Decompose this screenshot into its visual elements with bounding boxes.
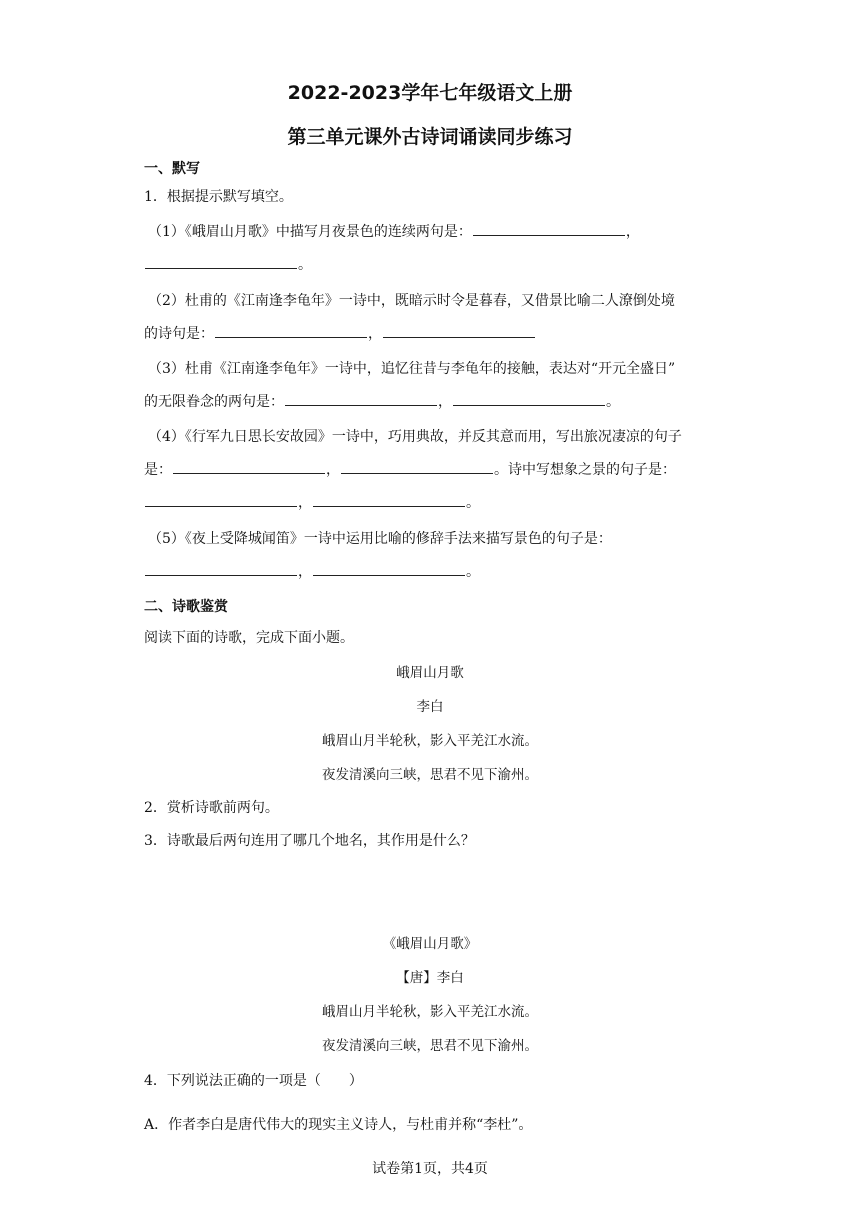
question-1-2-cont [144, 323, 536, 343]
page-footer: 试卷第1页，共4页 [372, 1161, 488, 1177]
poem-line: 夜发清溪向三峡，思君不见下渝州。 [322, 767, 538, 783]
poem-line: 峨眉山月半轮秋，影入平羌江水流。 [322, 1004, 538, 1020]
punctuation: 。 [466, 495, 480, 511]
poem-line: 夜发清溪向三峡，思君不见下渝州。 [322, 1038, 538, 1054]
answer-blank[interactable] [341, 459, 493, 474]
poem-author: 【唐】李白 [396, 970, 464, 986]
reading-intro: 阅读下面的诗歌，完成下面小题。 [144, 630, 354, 646]
punctuation: ， [625, 224, 640, 240]
poem-author: 李白 [416, 699, 444, 715]
answer-blank[interactable] [313, 492, 465, 507]
punctuation: 。 [606, 394, 620, 410]
question-text: （1）《峨眉山月歌》中描写月夜景色的连续两句是： [148, 224, 472, 240]
page-subtitle: 第三单元课外古诗词诵读同步练习 [287, 126, 573, 148]
answer-blank[interactable] [383, 323, 535, 338]
question-text: 是： [144, 462, 172, 478]
answer-blank[interactable] [453, 391, 605, 406]
poem-title: 《峨眉山月歌》 [382, 936, 478, 952]
answer-blank[interactable] [473, 221, 625, 236]
question-1-2: （2）杜甫的《江南逢李龟年》一诗中，既暗示时令是暮春，又借景比喻二人潦倒处境 [148, 293, 675, 309]
punctuation: ， [368, 326, 382, 342]
question-1-1 [148, 221, 640, 241]
answer-blank[interactable] [285, 391, 437, 406]
answer-blank[interactable] [215, 323, 367, 338]
section-heading-poetry: 二、诗歌鉴赏 [144, 599, 228, 615]
question-text: 。诗中写想象之景的句子是： [494, 462, 676, 478]
poem-line: 峨眉山月半轮秋，影入平羌江水流。 [322, 733, 538, 749]
punctuation: 。 [466, 564, 480, 580]
answer-blank[interactable] [173, 459, 325, 474]
question-1-5-cont [144, 561, 480, 581]
question-text: 的诗句是： [144, 326, 214, 342]
question-text: 的无限眷念的两句是： [144, 394, 284, 410]
question-1-1-cont [144, 254, 312, 274]
answer-blank[interactable] [145, 492, 297, 507]
question-4-option-a: A．作者李白是唐代伟大的现实主义诗人，与杜甫并称“李杜”。 [144, 1117, 533, 1133]
question-1-4: （4）《行军九日思长安故园》一诗中，巧用典故，并反其意而用，写出旅况凄凉的句子 [148, 429, 682, 445]
punctuation: ， [298, 564, 312, 580]
question-3: 3．诗歌最后两句连用了哪几个地名，其作用是什么？ [144, 833, 475, 849]
question-1: 1．根据提示默写填空。 [144, 189, 293, 205]
punctuation: ， [438, 394, 452, 410]
question-1-5: （5）《夜上受降城闻笛》一诗中运用比喻的修辞手法来描写景色的句子是： [148, 531, 612, 547]
section-heading-dictation: 一、默写 [144, 161, 200, 177]
question-4: 4．下列说法正确的一项是（ ） [144, 1073, 363, 1089]
question-1-4-cont2 [144, 492, 480, 512]
poem-title: 峨眉山月歌 [396, 665, 464, 681]
answer-blank[interactable] [145, 561, 297, 576]
question-2: 2．赏析诗歌前两句。 [144, 800, 279, 816]
punctuation: ， [298, 495, 312, 511]
punctuation: 。 [298, 257, 312, 273]
page-title: 2022-2023学年七年级语文上册 [287, 82, 573, 104]
question-1-3: （3）杜甫《江南逢李龟年》一诗中，追忆往昔与李龟年的接触，表达对“开元全盛日” [148, 361, 676, 377]
answer-blank[interactable] [313, 561, 465, 576]
question-1-4-cont [144, 459, 676, 479]
punctuation: ， [326, 462, 340, 478]
answer-blank[interactable] [145, 254, 297, 269]
question-1-3-cont [144, 391, 620, 411]
